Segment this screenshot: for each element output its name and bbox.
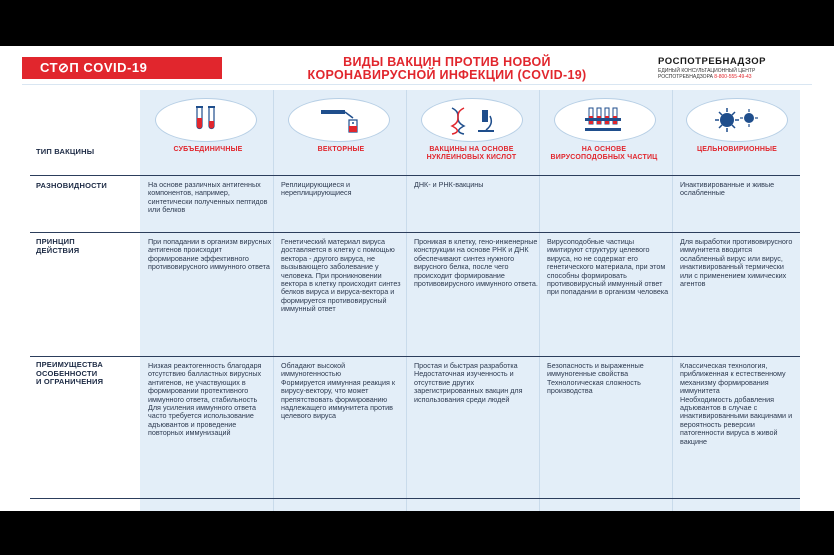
organization-sub-2: РОСПОТРЕБНАДЗОРА <box>658 74 713 80</box>
header-divider <box>22 84 812 85</box>
vaccine-type-2: ВЕКТОРНЫЕ <box>317 146 365 153</box>
features-cell-4: Безопасность и выраженные иммуногенные свойства Технологическая сложность производства <box>547 361 644 396</box>
row-divider <box>30 232 800 233</box>
dna-microscope-icon <box>421 98 523 142</box>
features-cell-3: Простая и быстрая разработка Недостаточная изученность и отсутствие других зарегистрированных вакцин для использования среди людей <box>414 361 523 404</box>
hotline-phone: 8-800-555-49-43 <box>714 74 752 80</box>
organization-subtitle <box>658 68 808 80</box>
test-tube-rack-icon <box>554 98 656 142</box>
vaccine-type-1: СУБЪЕДИНИЧНЫЕ <box>173 146 243 153</box>
row-label-type: ТИП ВАКЦИНЫ <box>36 147 95 156</box>
row-divider <box>30 356 800 357</box>
vaccine-type-5: ЦЕЛЬНОВИРИОННЫЕ <box>696 146 778 153</box>
page-title <box>247 56 647 82</box>
column-separator <box>273 90 274 511</box>
organization-block <box>658 56 808 80</box>
varieties-cell-2: Реплицирующиеся и нереплицирующиеся <box>281 180 352 198</box>
principle-cell-2: Генетический материал вируса доставляется в клетку с помощью вектора - другого вируса, не вызывающего заболевание у человека. При проникновении вектора в клетку происходит синтез белков вируса и вируса-вектора и формируется противовирусный иммунный ответ <box>281 237 401 314</box>
row-divider <box>30 498 800 499</box>
stop-covid-banner: СТ⊘П COVID-19 <box>22 57 222 79</box>
flask-icon <box>288 98 390 142</box>
vaccine-type-4: НА ОСНОВЕ ВИРУСОПОДОБНЫХ ЧАСТИЦ <box>550 146 658 161</box>
varieties-cell-1: На основе различных антигенных компонентов, например, синтетически полученных пептидов или белков <box>148 180 268 215</box>
test-tube-icon <box>155 98 257 142</box>
features-cell-5: Классическая технология, приближенная к естественному механизму формирования иммунитета Необходимость добавления адъювантов в случае с инактивированными вакцинами и вероятность реверсии патогенности вируса в живой вакцине <box>680 361 793 446</box>
principle-cell-5: Для выработки противовирусного иммунитета вводится ослабленный вирус или вирус, инактивированный термически или с применением химических агентов <box>680 237 793 289</box>
virus-icon <box>686 98 788 142</box>
poster-content <box>22 46 812 511</box>
features-cell-2: Обладают высокой иммуногенностью Формируется иммунная реакция к вирусу-вектору, что может препятствовать формированию надлежащего иммунитета против целевого вируса <box>281 361 395 421</box>
column-separator <box>406 90 407 511</box>
organization-name: РОСПОТРЕБНАДЗОР <box>658 56 766 67</box>
varieties-cell-5: Инактивированные и живые ослабленные <box>680 180 775 198</box>
row-divider <box>30 175 800 176</box>
row-label-principle: ПРИНЦИП ДЕЙСТВИЯ <box>36 237 80 255</box>
principle-cell-3: Проникая в клетку, гено-инженерные конструкции на основе РНК и ДНК обеспечивают синтез нужного вирусного белка, после чего происходит формирование противовирусного иммунного ответа. <box>414 237 538 289</box>
poster <box>0 46 834 511</box>
varieties-cell-3: ДНК- и РНК-вакцины <box>414 180 484 189</box>
title-line-1: ВИДЫ ВАКЦИН ПРОТИВ НОВОЙ <box>343 55 551 69</box>
principle-cell-1: При попадании в организм вирусных антигенов происходит формирование эффективного противовирусного иммунного ответа <box>148 237 272 272</box>
features-cell-1: Низкая реактогенность благодаря отсутствию балластных вирусных антигенов, не участвующих в формировании протективного иммунного ответа, стабильность Для усиления иммунного ответа часто требуется использование адъювантов и проведение повторных иммунизаций <box>148 361 262 438</box>
column-separator <box>539 90 540 511</box>
row-label-features: ПРЕИМУЩЕСТВА ОСОБЕННОСТИ И ОГРАНИЧЕНИЯ <box>36 360 104 386</box>
principle-cell-4: Вирусоподобные частицы имитируют структуру целевого вируса, но не содержат его генетического материала, при этом способны формировать противовирусный иммунный ответ при попадании в организм человека <box>547 237 669 297</box>
title-line-2: КОРОНАВИРУСНОЙ ИНФЕКЦИИ (COVID-19) <box>307 68 587 82</box>
vaccine-type-3: ВАКЦИНЫ НА ОСНОВЕ НУКЛЕИНОВЫХ КИСЛОТ <box>426 146 517 161</box>
organization-sub-1: ЕДИНЫЙ КОНСУЛЬТАЦИОННЫЙ ЦЕНТР <box>658 68 756 74</box>
row-label-varieties: РАЗНОВИДНОСТИ <box>36 181 107 190</box>
